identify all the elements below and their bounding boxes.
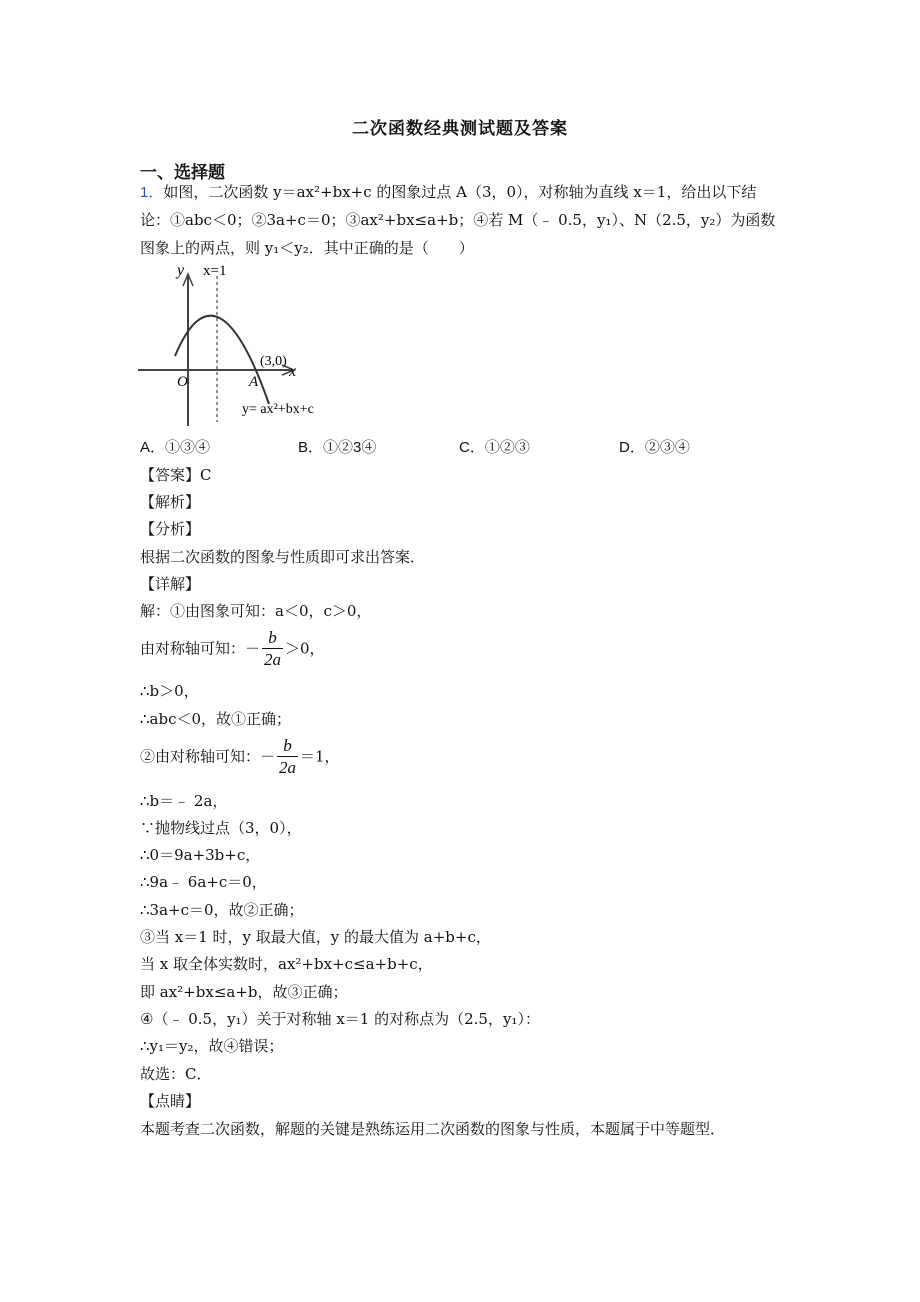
- step-14: ④（﹣ 0.5，y₁）关于对称轴 x＝1 的对称点为（2.5，y₁）：: [140, 1010, 540, 1028]
- analysis-heading: 【解析】: [140, 493, 201, 511]
- question-line-3: 图象上的两点，则 y₁＜y₂．其中正确的是（ ）: [140, 239, 474, 257]
- fraction-numerator: b: [262, 628, 283, 649]
- step-15: ∴y₁＝y₂，故④错误；: [140, 1037, 284, 1055]
- detail-heading: 【详解】: [140, 575, 201, 593]
- point-a-label: A: [249, 374, 259, 390]
- step-3: ∴b＞0，: [140, 682, 199, 700]
- fenxi-heading: 【分析】: [140, 520, 201, 538]
- step-16: 故选：C．: [140, 1065, 212, 1083]
- step-12: 当 x 取全体实数时，ax²+bx+c≤a+b+c，: [140, 955, 433, 973]
- fraction-denominator: 2a: [264, 650, 282, 669]
- step-13: 即 ax²+bx≤a+b，故③正确；: [140, 983, 348, 1001]
- document-title: 二次函数经典测试题及答案: [352, 119, 568, 139]
- section-heading: 一、选择题: [140, 163, 225, 183]
- answer-line: 【答案】C: [140, 466, 212, 484]
- question-number: 1．: [140, 184, 164, 201]
- comment-heading: 【点睛】: [140, 1092, 201, 1110]
- fraction-denominator-second: 2a: [279, 758, 297, 777]
- step-6: ∴b＝﹣ 2a，: [140, 792, 228, 810]
- option-d: D．②③④: [619, 439, 690, 456]
- step-2-prefix: 由对称轴可知：－: [140, 639, 261, 658]
- fraction-b-over-2a-second: [277, 736, 298, 779]
- x-axis-label: x: [289, 363, 297, 380]
- question-text-1: 如图，二次函数 y＝ax²+bx+c 的图象过点 A（3，0），对称轴为直线 x＝1，给出以下结: [163, 183, 757, 201]
- question-line-1: [140, 181, 756, 204]
- symmetry-label: x=1: [203, 263, 227, 279]
- fraction-numerator-second: b: [277, 736, 298, 757]
- parabola-curve: [175, 316, 269, 404]
- step-4: ∴abc＜0，故①正确；: [140, 710, 292, 728]
- fenxi-text: 根据二次函数的图象与性质即可求出答案．: [140, 548, 426, 566]
- question-line-2: 论：①abc＜0；②3a+c＝0；③ax²+bx≤a+b；④若 M（﹣ 0.5，y₁）、N（2.5，y₂）为函数: [140, 211, 776, 229]
- option-a: A．①③④: [140, 439, 211, 456]
- comment-text: 本题考查二次函数，解题的关键是熟练运用二次函数的图象与性质，本题属于中等题型．: [140, 1120, 726, 1138]
- option-b: B．①②3④: [298, 439, 377, 456]
- equation-label: y= ax²+bx+c: [242, 402, 314, 417]
- origin-label: O: [177, 374, 188, 390]
- step-2-suffix: ＞0，: [285, 639, 325, 658]
- step-11: ③当 x＝1 时，y 取最大值，y 的最大值为 a+b+c，: [140, 928, 491, 946]
- step-10: ∴3a+c＝0，故②正确；: [140, 901, 304, 919]
- step-8: ∴0＝9a+3b+c，: [140, 846, 261, 864]
- point-coordinate-label: (3,0): [260, 354, 287, 369]
- step-7: ∵抛物线过点（3，0），: [140, 819, 302, 837]
- parabola-figure: [136, 262, 326, 428]
- step-5-prefix: ②由对称轴可知：－: [140, 747, 276, 766]
- step-9: ∴9a﹣ 6a+c＝0，: [140, 873, 267, 891]
- step-1: 解：①由图象可知：a＜0，c＞0，: [140, 602, 372, 620]
- step-5: [140, 736, 340, 779]
- option-c: C．①②③: [459, 439, 530, 456]
- y-axis-label: y: [177, 262, 185, 279]
- step-5-suffix: ＝1，: [300, 747, 340, 766]
- step-2: [140, 628, 325, 671]
- fraction-b-over-2a: [262, 628, 283, 671]
